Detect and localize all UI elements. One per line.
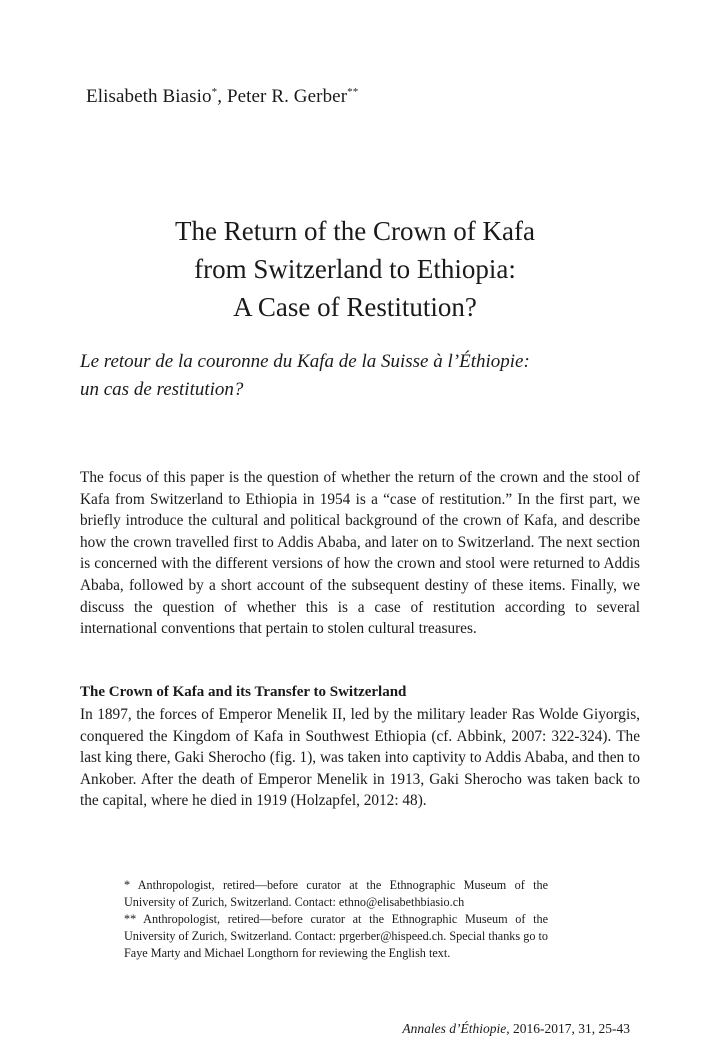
footnotes [124,877,548,962]
author-separator: , [217,86,227,107]
footnote: ** Anthropologist, retired—before curator at the Ethnographic Museum of the University of Zurich, Switzerland. Contact: prgerber@hispeed.ch. Special thanks go to Faye Marty and Michael Longthorn for reviewing the English text. [124,912,548,960]
footnote-marker: ** [347,86,359,98]
author-name: Elisabeth Biasio [86,86,212,107]
section-heading: The Crown of Kafa and its Transfer to Switzerland [80,684,407,700]
abstract-paragraph: The focus of this paper is the question of whether the return of the crown and the stool of Kafa from Switzerland to Ethiopia in 1954 is a “case of restitution.” In the first part, we briefly introduce the cultural and political background of the crown of Kafa, and describe how the crown travelled first to Addis Ababa, and later on to Switzerland. The next section is concerned with the different versions of how the crown and stool were returned to Addis Ababa, followed by a short account of the subsequent destiny of these items. Finally, we discuss the question of whether this is a case of restitution according to several international conventions that pertain to stolen cultural treasures. [80,469,640,638]
footnote-marker: * [211,86,218,98]
paper-title [60,212,650,326]
footnote: * Anthropologist, retired—before curator at the Ethnographic Museum of the University of Zurich, Switzerland. Contact: ethno@elisabethbiasio.ch [124,878,548,909]
journal-name: Annales d’Éthiopie [402,1021,507,1036]
subtitle-line: un cas de restitution? [80,379,244,400]
author-line [86,86,358,108]
author-name: Peter R. Gerber [226,86,348,107]
body-paragraph: In 1897, the forces of Emperor Menelik II, led by the military leader Ras Wolde Giyorgis, conquered the Kingdom of Kafa in Southwest Ethiopia (cf. Abbink, 2007: 322-324). The last king there, Gaki Sherocho (fig. 1), was taken into captivity to Addis Ababa, and then to Ankober. After the death of Emperor Menelik in 1913, Gaki Sherocho was taken back to the capital, where he died in 1919 (Holzapfel, 2012: 48). [80,706,640,810]
page-footer [402,1021,630,1037]
title-line: from Switzerland to Ethiopia: [194,254,516,284]
subtitle-line: Le retour de la couronne du Kafa de la Suisse à l’Éthiopie: [80,351,530,372]
citation-info: , 2016-2017, 31, 25-43 [506,1021,630,1036]
french-title [80,348,640,404]
title-line: A Case of Restitution? [233,292,477,322]
title-line: The Return of the Crown of Kafa [175,216,535,246]
